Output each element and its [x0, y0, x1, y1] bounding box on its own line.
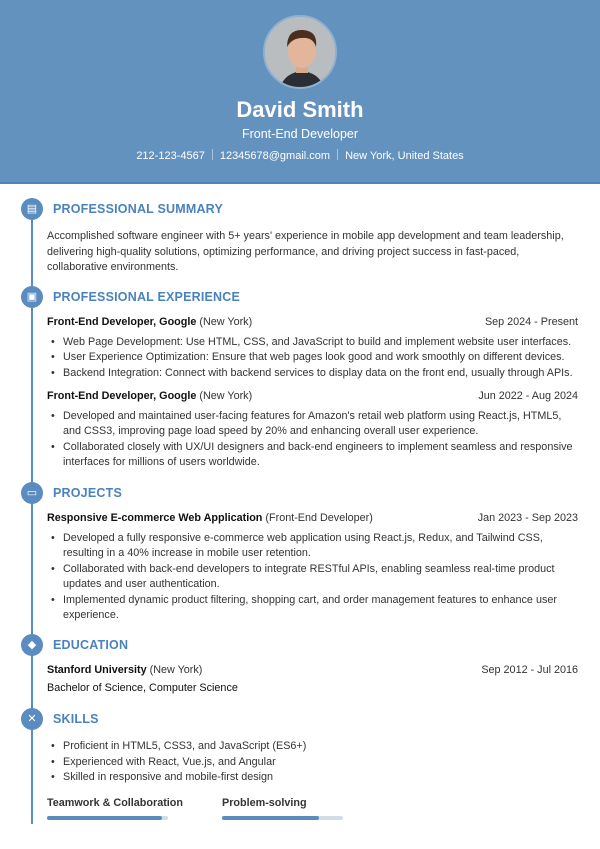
- location: New York, United States: [345, 150, 464, 162]
- profile-photo: [263, 15, 337, 89]
- list-item: • User Experience Optimization: Ensure that web pages look good and work smoothly on different devices.: [63, 350, 578, 366]
- skill-name: Teamwork & Collaboration: [47, 797, 183, 809]
- section-heading-education: EDUCATION: [53, 638, 129, 652]
- project-entry: [47, 511, 578, 624]
- project-name: Responsive E-commerce Web Application: [47, 512, 263, 524]
- degree: Bachelor of Science, Computer Science: [47, 681, 238, 694]
- briefcase-icon: ▣: [21, 286, 43, 308]
- section-heading-summary: PROFESSIONAL SUMMARY: [53, 202, 223, 216]
- email: 12345678@gmail.com: [219, 150, 331, 162]
- folder-icon: ▭: [21, 482, 43, 504]
- skills-list: [47, 739, 578, 786]
- skill-bar-fill: [47, 816, 162, 820]
- section-heading-experience: PROFESSIONAL EXPERIENCE: [53, 290, 241, 304]
- list-item: • Backend Integration: Connect with backend services to display data on the front end, usually through APIs.: [63, 366, 578, 382]
- list-item: • Proficient in HTML5, CSS3, and JavaScript (ES6+): [63, 739, 578, 755]
- section-heading-skills: SKILLS: [53, 712, 99, 726]
- school-location: (New York): [149, 664, 203, 676]
- list-item: • Collaborated with back-end developers to integrate RESTful APIs, enabling seamless real-time product updates and user authentication.: [63, 562, 578, 593]
- project-dates: Jan 2023 - Sep 2023: [477, 512, 578, 524]
- list-item: • Collaborated closely with UX/UI designers and back-end engineers to implement seamless and responsive interfaces for millions of users worldwide.: [63, 440, 578, 471]
- list-item: • Developed a fully responsive e-commerce web application using React.js, Redux, and Tailwind CSS, resulting in a 40% increase in mobile user retention.: [63, 531, 578, 562]
- job-entry: [47, 389, 578, 471]
- divider: [212, 149, 213, 160]
- contact-info: [0, 149, 600, 162]
- job-dates: Jun 2022 - Aug 2024: [478, 390, 578, 402]
- education-dates: Sep 2012 - Jul 2016: [481, 664, 578, 676]
- section-heading-projects: PROJECTS: [53, 486, 122, 500]
- summary-text: Accomplished software engineer with 5+ years' experience in mobile app development and team leadership, delivering high-quality solutions, optimizing performance, and driving project success in fast-paced, collaborative environments.: [47, 230, 564, 273]
- job-title: Front-End Developer: [241, 127, 359, 141]
- list-item: • Developed and maintained user-facing features for Amazon's retail web platform using React.js, HTML5, and CSS3, improving page load speed by 20% and enhancing overall user experience.: [63, 409, 578, 440]
- list-item: • Web Page Development: Use HTML, CSS, and JavaScript to build and implement website user interfaces.: [63, 335, 578, 351]
- list-item: • Skilled in responsive and mobile-first design: [63, 770, 578, 786]
- chat-icon: ▤: [21, 198, 43, 220]
- candidate-name: David Smith: [236, 97, 364, 122]
- phone: 212-123-4567: [136, 150, 205, 162]
- job-location: (New York): [199, 316, 253, 328]
- tools-icon: ✕: [21, 708, 43, 730]
- list-item: • Experienced with React, Vue.js, and Angular: [63, 755, 578, 771]
- skill-bar: [222, 816, 343, 820]
- job-location: (New York): [199, 390, 253, 402]
- job-role: Front-End Developer, Google: [47, 390, 197, 402]
- divider: [337, 149, 338, 160]
- job-entry: [47, 315, 578, 381]
- skill-name: Problem-solving: [222, 797, 307, 809]
- resume-header: [0, 0, 600, 184]
- education-entry: [47, 663, 578, 696]
- project-role: (Front-End Developer): [265, 512, 373, 524]
- school-name: Stanford University: [47, 664, 147, 676]
- list-item: • Implemented dynamic product filtering, shopping cart, and order management features to enhance user experience.: [63, 593, 578, 624]
- job-role: Front-End Developer, Google: [47, 316, 197, 328]
- skill-bar-fill: [222, 816, 319, 820]
- skill-bar: [47, 816, 168, 820]
- job-dates: Sep 2024 - Present: [484, 316, 578, 328]
- graduation-cap-icon: ◆: [21, 634, 43, 656]
